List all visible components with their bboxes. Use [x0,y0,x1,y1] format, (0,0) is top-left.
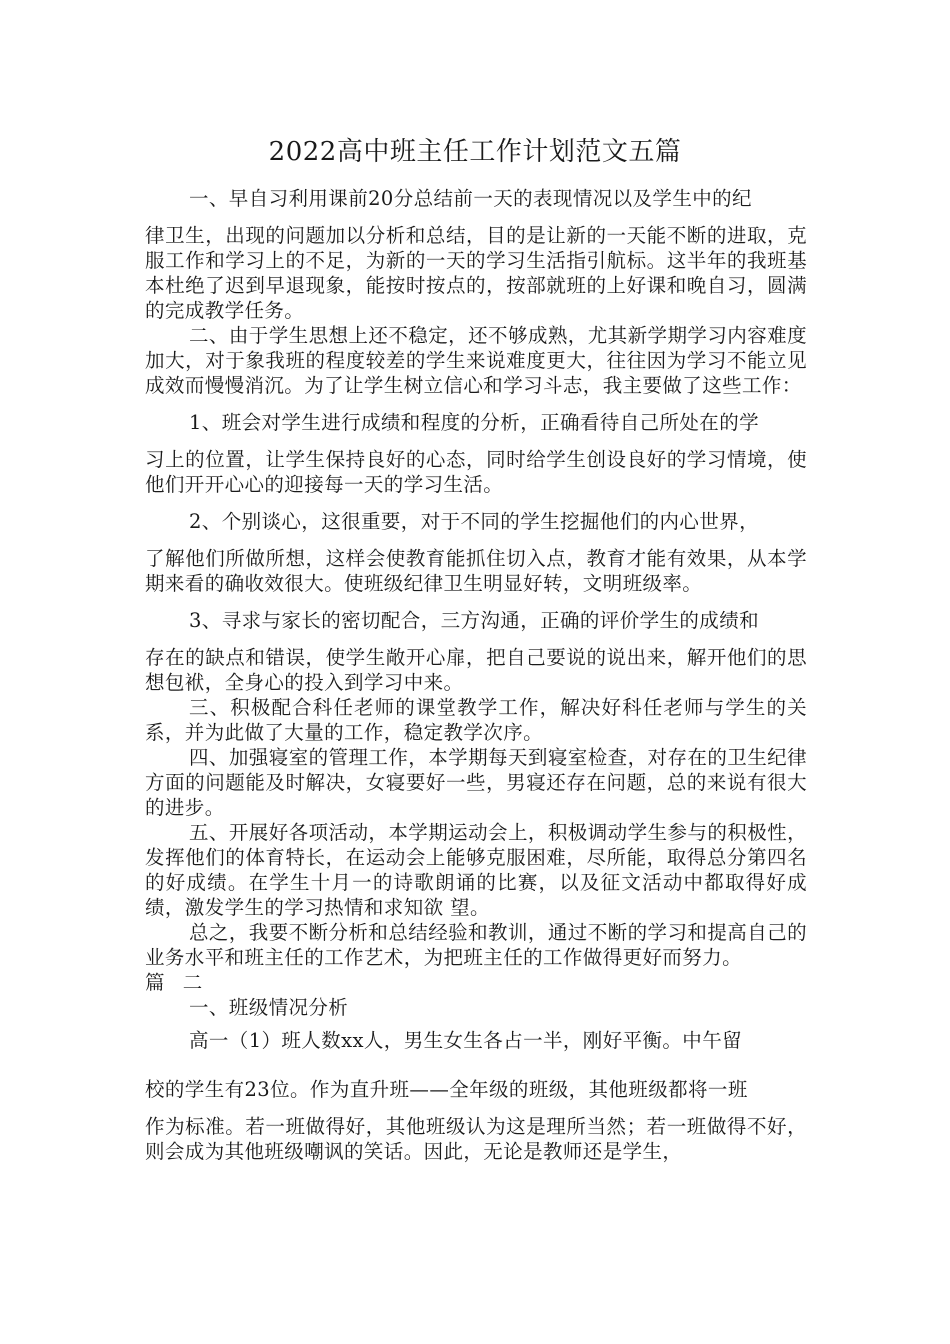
paragraph-2: 二、由于学生思想上还不稳定，还不够成熟，尤其新学期学习内容难度加大，对于象我班的程度较差的学生来说难度更大，往往因为学习不能立见成效而慢慢消沉。为了让学生树立信心和学习斗志，我主要做了这些工作： [145,324,807,397]
section-two-line-2: 校的学生有23位。作为直升班——全年级的班级，其他班级都将一班 [145,1078,748,1101]
paragraph-3 [145,410,807,497]
paragraph-8: 五、开展好各项活动，本学期运动会上，积极调动学生参与的积极性，发挥他们的体育特长，在运动会上能够克服困难，尽所能，取得总分第四名的好成绩。在学生十月一的诗歌朗诵的比赛，以及征文活动中都取得好成绩，激发学生的学习热情和求知欲 望。 [145,821,807,919]
paragraph-5-rest: 存在的缺点和错误，使学生敞开心扉，把自己要说的说出来，解开他们的思想包袱，全身心的投入到学习中来。 [145,646,807,694]
paragraph-1-first-line: 一、早自习利用课前20分总结前一天的表现情况以及学生中的纪 [189,187,752,210]
paragraph-4-first-line: 2、个别谈心，这很重要，对于不同的学生挖掘他们的内心世界， [189,510,760,533]
paragraph-1-rest: 律卫生，出现的问题加以分析和总结，目的是让新的一天能不断的进取，克服工作和学习上的不足，为新的一天的学习生活指引航标。这半年的我班基本杜绝了迟到早退现象，能按时按点的，按部就班的上好课和晚自习，圆满的完成教学任务。 [145,224,807,322]
paragraph-4 [145,509,807,596]
section-two-rest: 作为标准。若一班做得好，其他班级认为这是理所当然；若一班做得不好，则会成为其他班级嘲讽的笑话。因此，无论是教师还是学生， [145,1115,807,1163]
paragraph-1 [145,186,807,323]
paragraph-9: 总之，我要不断分析和总结经验和教训，通过不断的学习和提高自己的业务水平和班主任的工作艺术，为把班主任的工作做得更好而努力。 [145,921,807,969]
paragraph-4-rest: 了解他们所做所想，这样会使教育能抓住切入点，教育才能有效果，从本学期来看的确收效很大。使班级纪律卫生明显好转，文明班级率。 [145,547,807,595]
paragraph-6: 三、积极配合科任老师的课堂教学工作，解决好科任老师与学生的关系，并为此做了大量的工作，稳定教学次序。 [145,696,807,744]
paragraph-7: 四、加强寝室的管理工作，本学期每天到寝室检查，对存在的卫生纪律方面的问题能及时解决，女寝要好一些，男寝还存在问题，总的来说有很大的进步。 [145,746,807,819]
section-two-mark: 篇 二 [145,971,209,994]
document-body [145,186,807,1164]
paragraph-3-rest: 习上的位置，让学生保持良好的心态，同时给学生创设良好的学习情境，使他们开开心心的迎接每一天的学习生活。 [145,448,807,496]
section-two-paragraph-1 [145,1028,807,1164]
paragraph-5-first-line: 3、寻求与家长的密切配合，三方沟通，正确的评价学生的成绩和 [189,609,760,632]
section-two-line-1: 高一（1）班人数xx人，男生女生各占一半，刚好平衡。中午留 [189,1029,743,1052]
paragraph-5 [145,608,807,695]
paragraph-3-first-line: 1、班会对学生进行成绩和程度的分析，正确看待自己所处在的学 [189,411,760,434]
section-two-heading: 一、班级情况分析 [189,996,349,1019]
page-title: 2022高中班主任工作计划范文五篇 [268,137,682,167]
